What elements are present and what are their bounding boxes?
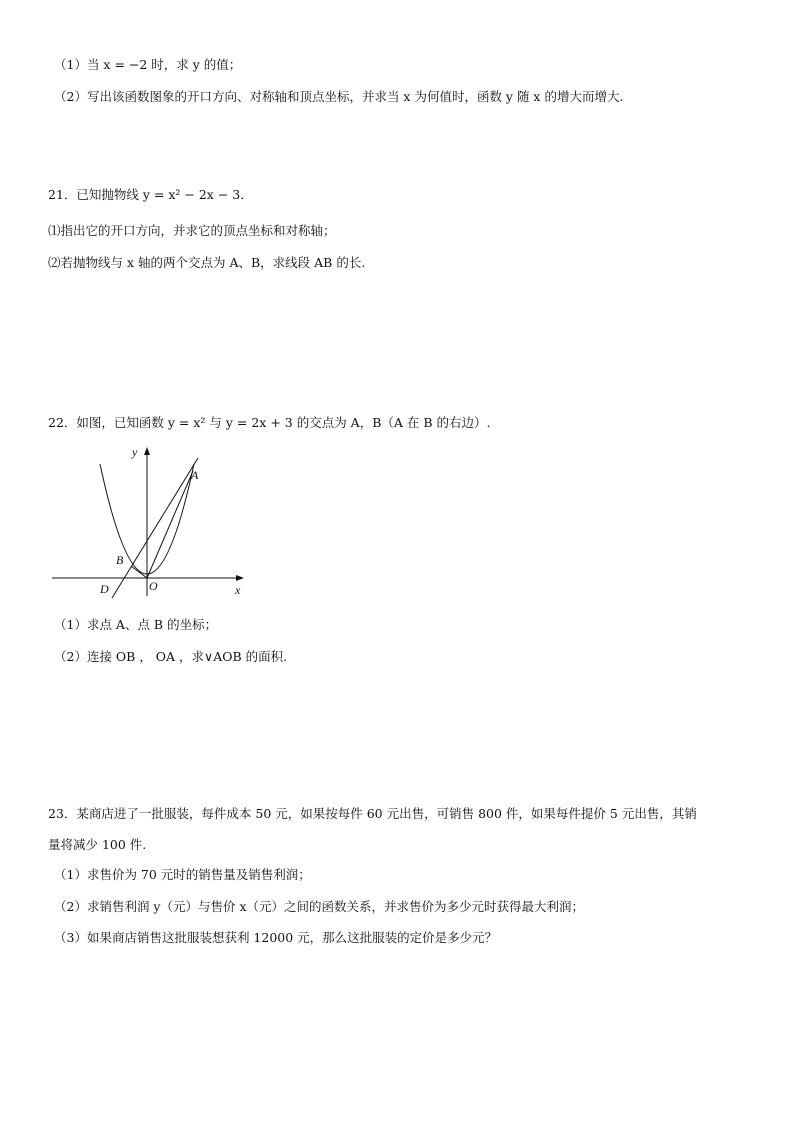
- q22-part2: （2）连接 OB ， OA ，求∨AOB 的面积.: [54, 649, 288, 664]
- q23-part3: （3）如果商店销售这批服装想获利 12000 元，那么这批服装的定价是多少元？: [54, 930, 498, 945]
- q23-part2: （2）求销售利润 y（元）与售价 x（元）之间的函数关系，并求售价为多少元时获得最大利润；: [54, 899, 585, 914]
- label-o: O: [149, 579, 158, 593]
- q23-stem-line1: 23．某商店进了一批服装，每件成本 50 元，如果按每件 60 元出售，可销售 800 件，如果每件提价 5 元出售，其销: [48, 806, 697, 821]
- segment-oa: [147, 471, 193, 578]
- q22-graph: [50, 444, 250, 600]
- label-a: A: [191, 468, 199, 482]
- q21-part1: ⑴指出它的开口方向，并求它的顶点坐标和对称轴；: [48, 223, 336, 238]
- segment-ob: [131, 566, 147, 578]
- q22-part1: （1）求点 A、点 B 的坐标；: [54, 617, 218, 632]
- label-b: B: [116, 553, 124, 567]
- q20-part1: （1）当 x = −2 时，求 y 的值；: [54, 57, 242, 72]
- label-d: D: [100, 582, 109, 596]
- y-axis-arrow: [144, 447, 150, 455]
- x-axis-arrow: [236, 575, 244, 581]
- q23-part1: （1）求售价为 70 元时的销售量及销售利润；: [54, 867, 311, 882]
- label-y: y: [132, 445, 138, 459]
- line-2x-plus-3: [112, 458, 198, 598]
- label-x: x: [235, 583, 241, 597]
- q20-part2: （2）写出该函数图象的开口方向、对称轴和顶点坐标，并求当 x 为何值时，函数 y 随 x 的增大而增大.: [54, 89, 624, 104]
- q23-stem-line2: 量将减少 100 件.: [48, 837, 147, 852]
- q21-part2: ⑵若抛物线与 x 轴的两个交点为 A、B，求线段 AB 的长.: [48, 255, 366, 270]
- q22-figure: [50, 444, 250, 600]
- q22-stem: 22．如图，已知函数 y = x² 与 y = 2x + 3 的交点为 A，B（A 在 B 的右边）.: [48, 415, 491, 430]
- q21-stem: 21．已知抛物线 y = x² − 2x − 3．: [48, 187, 253, 202]
